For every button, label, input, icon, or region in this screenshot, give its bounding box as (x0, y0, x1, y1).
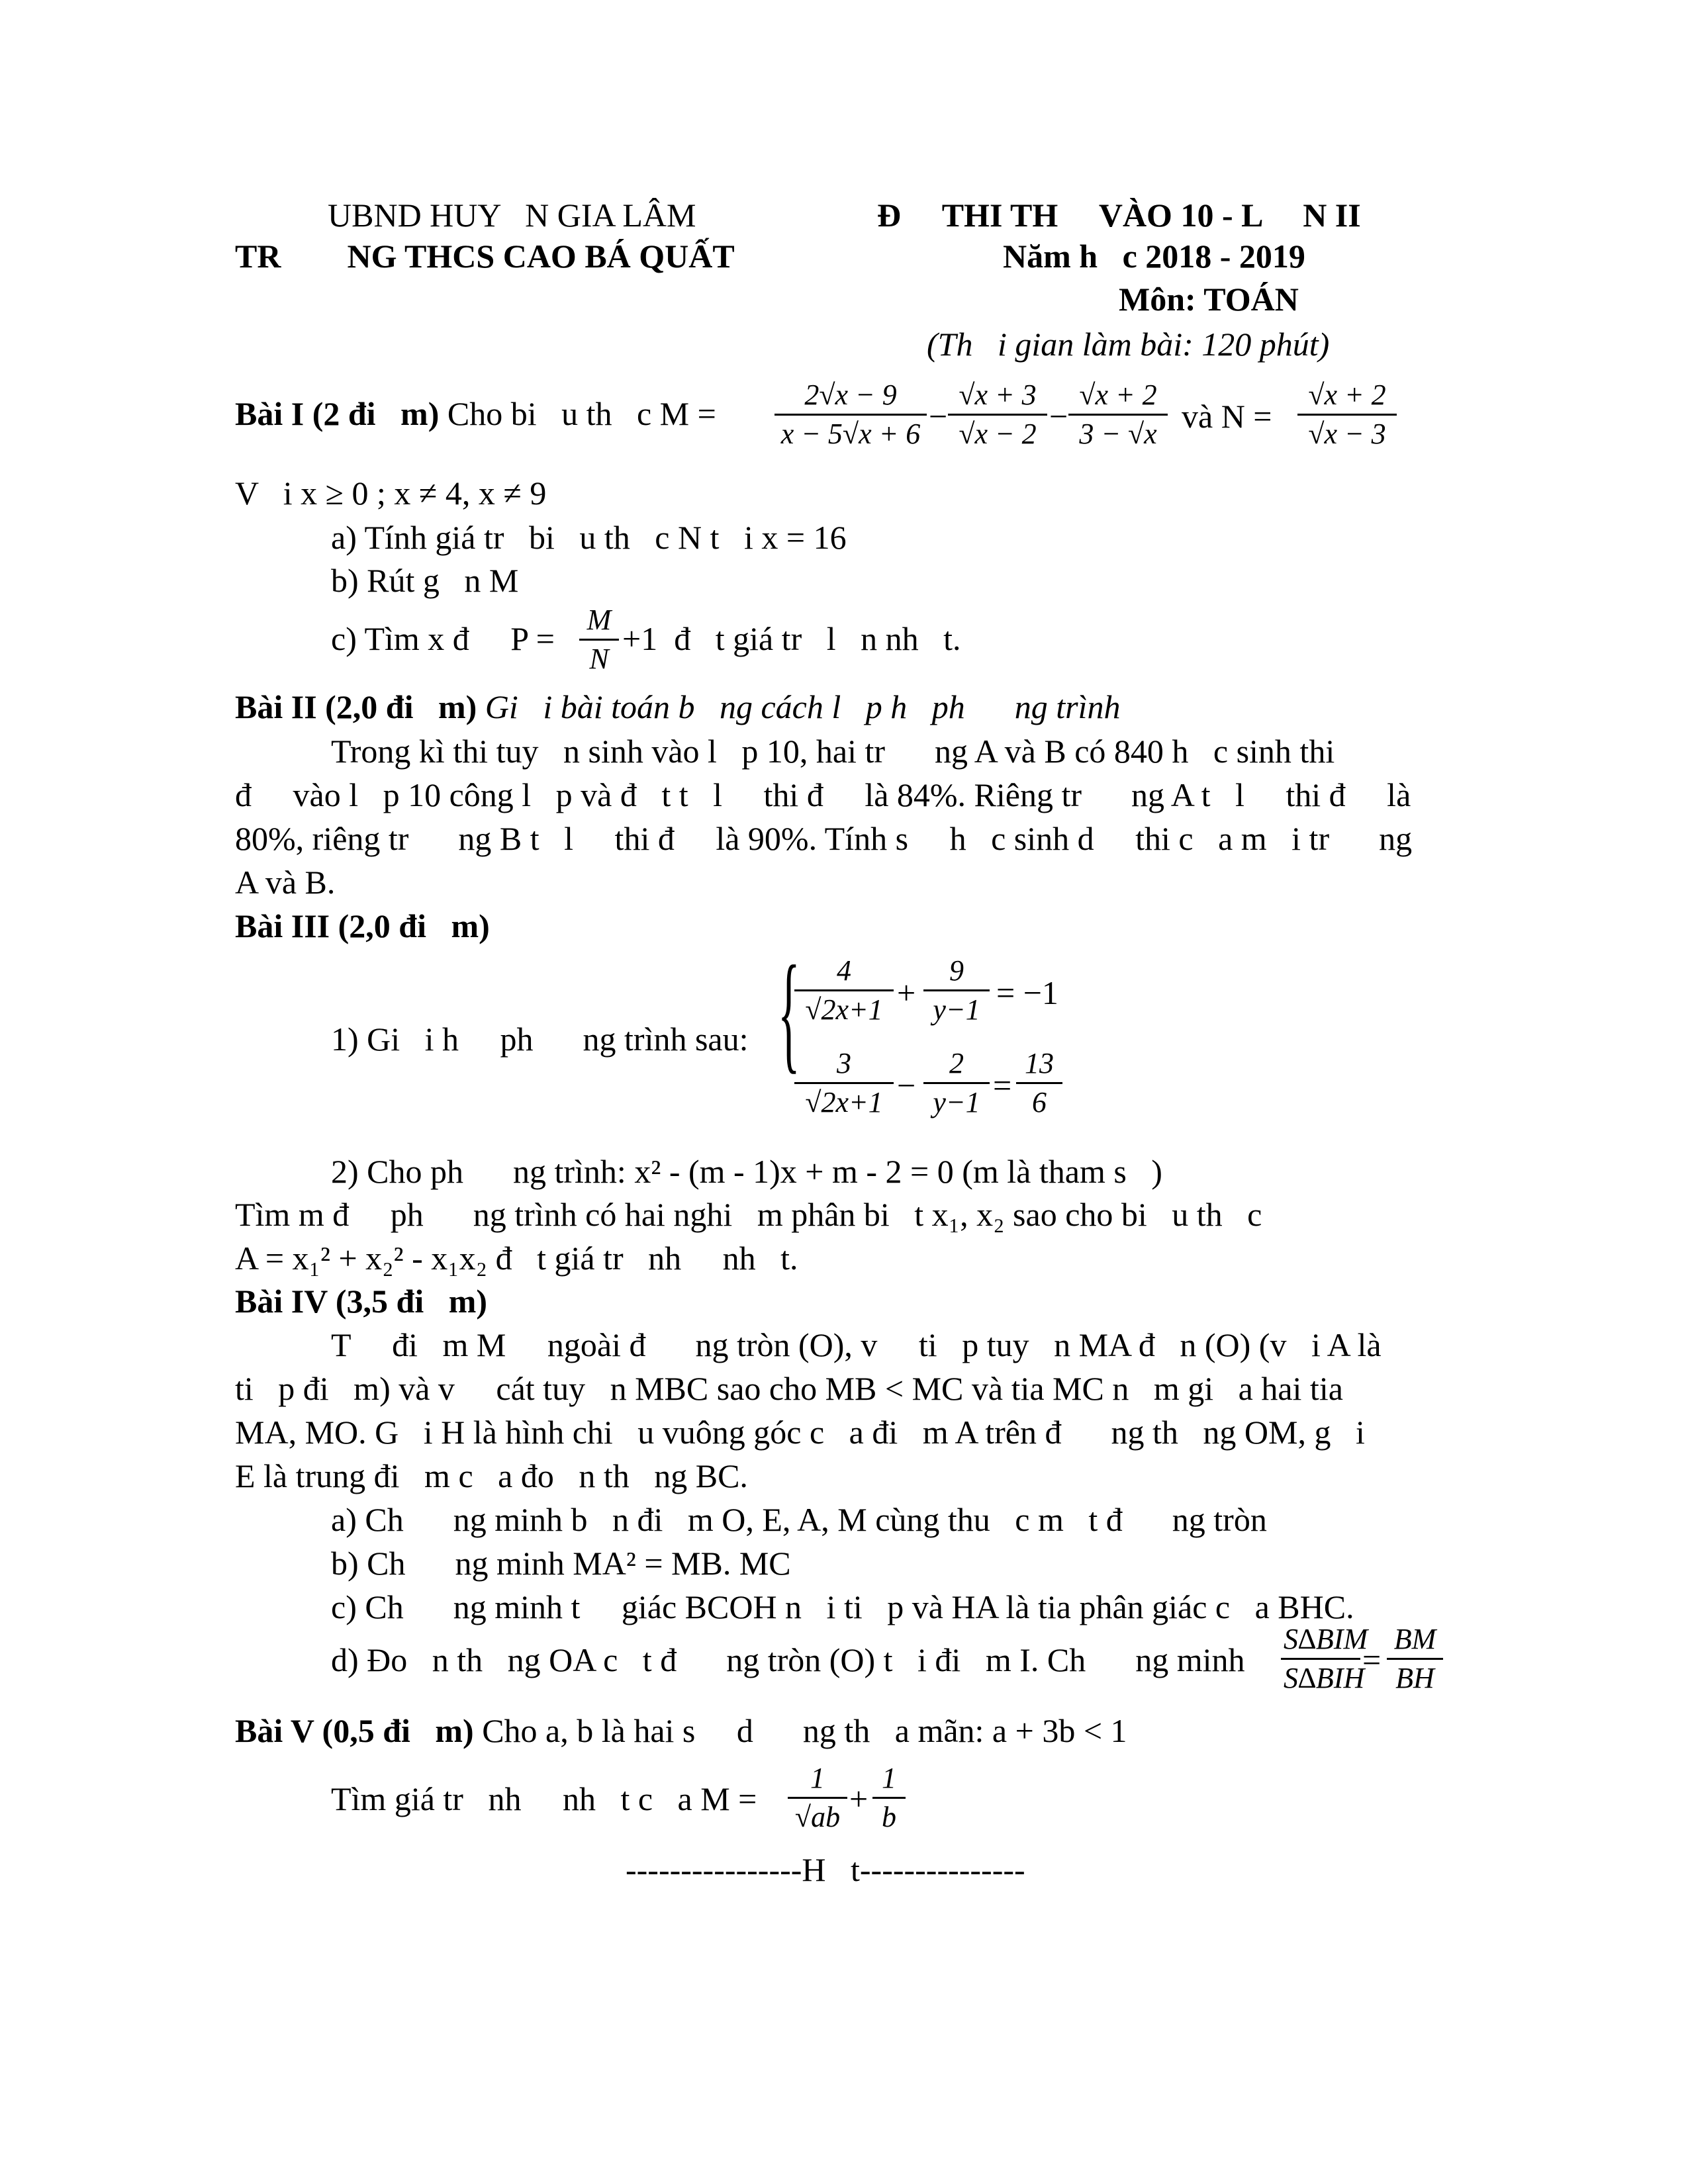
bai1-frac3-num: √x + 2 (1079, 379, 1157, 411)
bai4-part-a: a) Ch ng minh b n đi m O, E, A, M cùng thu c m t đ ng tròn (331, 1501, 1267, 1538)
bai5-intro: Cho a, b là hai s d ng th a mãn: a + 3b < 1 (473, 1712, 1127, 1749)
bai3-eq2-rhs-frac (1016, 1049, 1062, 1117)
system-brace: { (778, 939, 800, 1085)
bai3-eq2-op: − (897, 1067, 916, 1104)
bai3-eq1-frac1-num: 4 (837, 954, 851, 987)
bai1-frac2-den: √x − 2 (948, 414, 1047, 449)
bai5-frac2-den: b (872, 1797, 906, 1832)
bai1-heading: Bài I (2 đi m) (235, 395, 440, 432)
bai3-eq2-frac2-num: 2 (949, 1047, 964, 1079)
header-subject: Môn: TOÁN (1119, 281, 1299, 318)
bai5-heading: Bài V (0,5 đi m) (235, 1712, 474, 1749)
bai2-line1: Trong kì thi tuy n sinh vào l p 10, hai tr ng A và B có 840 h c sinh thi (331, 733, 1335, 770)
bai3-eq1-frac2-den: y−1 (923, 989, 990, 1024)
bai5-frac2 (872, 1764, 906, 1832)
bai3-eq2-rhs-num: 13 (1025, 1047, 1054, 1079)
bai4-d-frac1-den: S∆BIH (1281, 1658, 1360, 1693)
bai3-eq2-frac2 (923, 1049, 990, 1117)
bai3-eq2-frac1 (794, 1049, 894, 1117)
bai1-and-n: và N = (1182, 398, 1280, 435)
bai1-frac1-num: 2√x − 9 (804, 379, 897, 411)
bai3-eq2-rhs-den: 6 (1016, 1082, 1062, 1117)
bai2-line4: A và B. (235, 864, 336, 901)
bai5-line2-pre: Tìm giá tr nh nh t c a M = (331, 1780, 765, 1817)
bai4-part-c: c) Ch ng minh t giác BCOH n i ti p và HA là tia phân giác c a BHC. (331, 1588, 1354, 1625)
bai1-frac3-den: 3 − √x (1068, 414, 1168, 449)
bai1-part-c-frac-num: M (586, 604, 612, 636)
header-school: TR NG THCS CAO BÁ QUẤT (235, 238, 735, 275)
bai1-part-c-frac (579, 606, 619, 674)
bai1-minus1: − (929, 398, 948, 435)
bai4-d-frac2-num: BM (1393, 1623, 1436, 1655)
bai4-d-frac1 (1281, 1623, 1368, 1694)
bai4-line2: ti p đi m) và v cát tuy n MBC sao cho MB < MC và tia MC n m gi a hai tia (235, 1370, 1343, 1407)
bai4-part-d-text: d) Đo n th ng OA c t đ ng tròn (O) t i đi m I. Ch ng minh (331, 1641, 1245, 1678)
header-school-year: Năm h c 2018 - 2019 (1003, 238, 1305, 275)
bai1-part-c-post: +1 đ t giá tr l n nh t. (622, 620, 961, 657)
bai2-heading: Bài II (2,0 đi m) (235, 688, 477, 725)
bai1-part-c-frac-den: N (579, 639, 619, 674)
bai1-part-b: b) Rút g n M (331, 562, 519, 599)
header-duration: (Th i gian làm bài: 120 phút) (927, 326, 1330, 363)
bai3-eq2-eq: = (993, 1067, 1012, 1104)
bai1-frac4-den: √x − 3 (1297, 414, 1397, 449)
bai4-d-frac1-num: S∆BIM (1284, 1623, 1368, 1655)
header-exam-title: Đ THI TH VÀO 10 - L N II (877, 197, 1361, 234)
bai5-op: + (849, 1780, 868, 1817)
bai5-frac2-num: 1 (882, 1762, 896, 1794)
bai3-eq2-frac1-num: 3 (837, 1047, 851, 1079)
bai3-eq1-rhs: = −1 (996, 974, 1058, 1011)
end-marker: ----------------H t--------------- (626, 1851, 1025, 1888)
bai2-heading-line (235, 690, 1121, 723)
bai1-frac2 (948, 381, 1047, 449)
bai1-frac3 (1068, 381, 1168, 449)
bai1-frac4-num: √x + 2 (1308, 379, 1386, 411)
bai1-frac1-den: x − 5√x + 6 (774, 414, 927, 449)
bai5-frac1 (788, 1764, 847, 1832)
bai3-eq2-frac1-den: √2x+1 (794, 1082, 894, 1117)
bai2-line2: đ vào l p 10 công l p và đ t t l thi đ là 84%. Riêng tr ng A t l thi đ là (235, 776, 1411, 813)
bai3-eq1-frac1-den: √2x+1 (794, 989, 894, 1024)
bai3-eq1-frac1 (794, 956, 894, 1024)
bai3-heading: Bài III (2,0 đi m) (235, 907, 490, 944)
bai5-heading-line (235, 1714, 1127, 1747)
bai4-d-eq: = (1362, 1641, 1382, 1678)
bai1-intro: Cho bi u th c M = (439, 395, 725, 432)
bai3-eq2-frac2-den: y−1 (923, 1082, 990, 1117)
bai4-line3: MA, MO. G i H là hình chi u vuông góc c a đi m A trên đ ng th ng OM, g i (235, 1414, 1365, 1451)
bai2-line3: 80%, riêng tr ng B t l thi đ là 90%. Tính s h c sinh d thi c a m i tr ng (235, 820, 1413, 857)
bai1-frac2-num: √x + 3 (959, 379, 1037, 411)
bai1-intro-line (235, 397, 724, 430)
bai3-eq1-frac2 (923, 956, 990, 1024)
bai2-subtitle: Gi i bài toán b ng cách l p h ph ng trình (477, 688, 1121, 725)
bai3-p2-line3: A = x₁² + x₂² - x₁x₂ đ t giá tr nh nh t. (235, 1240, 798, 1277)
bai1-frac4 (1297, 381, 1397, 449)
bai3-p2-line2: Tìm m đ ph ng trình có hai nghi m phân bi t x₁, x₂ sao cho bi u th c (235, 1196, 1262, 1233)
bai4-d-frac2 (1387, 1625, 1443, 1693)
bai4-line1: T đi m M ngoài đ ng tròn (O), v ti p tuy n MA đ n (O) (v i A là (331, 1326, 1382, 1363)
bai1-part-c-pre: c) Tìm x đ P = (331, 620, 563, 657)
bai1-condition: V i x ≥ 0 ; x ≠ 4, x ≠ 9 (235, 475, 547, 512)
bai3-p1-label: 1) Gi i h ph ng trình sau: (331, 1021, 749, 1058)
bai1-frac1 (774, 381, 927, 449)
bai5-frac1-num: 1 (810, 1762, 825, 1794)
bai4-part-b: b) Ch ng minh MA² = MB. MC (331, 1545, 791, 1582)
bai3-p2: 2) Cho ph ng trình: x² - (m - 1)x + m - 2 = 0 (m là tham s ) (331, 1153, 1162, 1190)
bai5-frac1-den: √ab (788, 1797, 847, 1832)
header-district: UBND HUY N GIA LÂM (328, 197, 696, 234)
bai4-d-frac2-den: BH (1387, 1658, 1443, 1693)
bai4-heading: Bài IV (3,5 đi m) (235, 1283, 488, 1320)
bai3-eq1-frac2-num: 9 (949, 954, 964, 987)
bai3-eq1-op: + (897, 974, 916, 1011)
bai4-line4: E là trung đi m c a đo n th ng BC. (235, 1457, 748, 1494)
bai1-minus2: − (1049, 398, 1068, 435)
bai1-part-a: a) Tính giá tr bi u th c N t i x = 16 (331, 519, 847, 556)
